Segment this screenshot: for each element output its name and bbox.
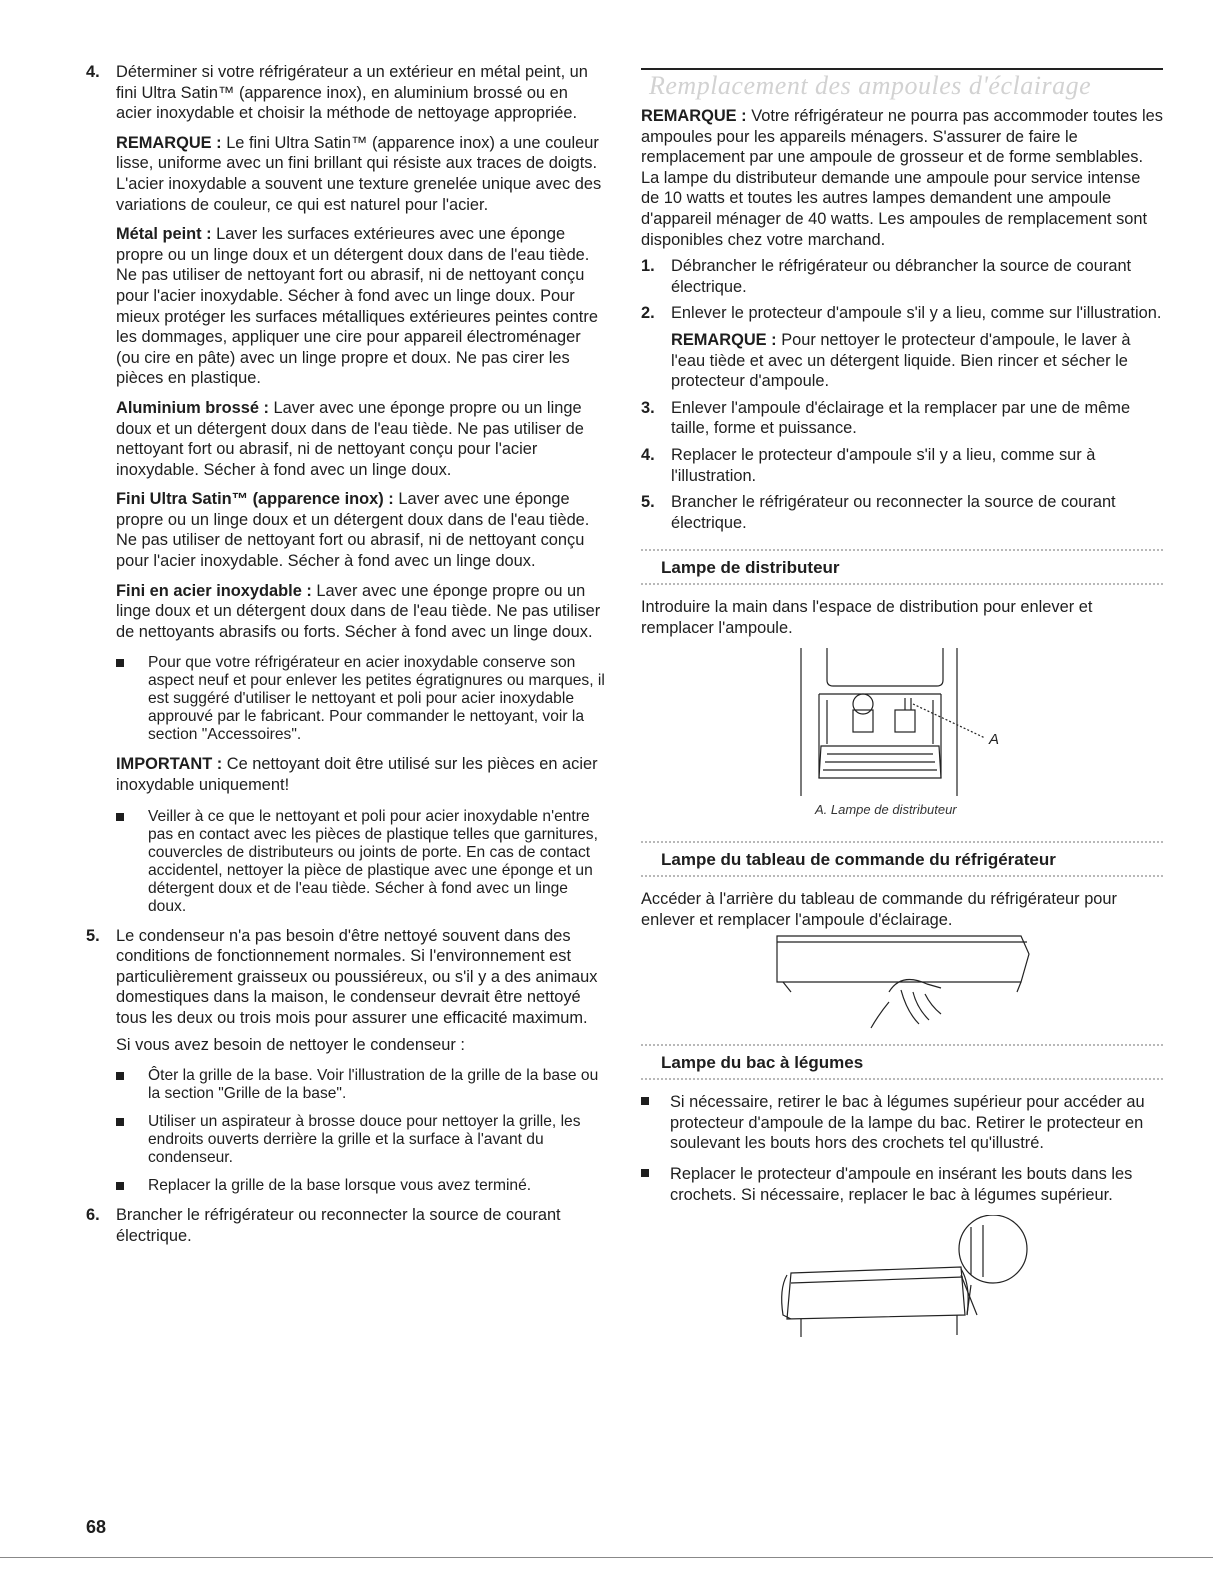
list-item: Veiller à ce que le nettoyant et poli pour acier inoxydable n'entre pas en contact avec les pièces de plastique telles que garnitures, couvercles de distributeurs ou joints de porte. En cas de contact accidentel, nettoyer la pièce de plastique avec une éponge et un détergent doux et de l'eau tiède. Sécher à fond avec un linge doux. <box>116 808 606 916</box>
satin-finish-text: Laver avec une éponge propre ou un linge doux et un détergent doux dans de l'eau tiède. Ne pas utiliser de nettoyant fort ou abrasif, ni de nettoyant conçu pour l'acier inoxydable. Sécher à fond avec un linge doux. <box>116 490 590 571</box>
intro-label: REMARQUE : <box>641 107 747 125</box>
bullet-list <box>116 1067 606 1195</box>
subheading-dispenser-light: Lampe de distributeur <box>641 549 1163 585</box>
step-4 <box>641 445 1163 486</box>
note-label: REMARQUE : <box>671 330 777 349</box>
important-label: IMPORTANT : <box>116 755 223 774</box>
step-text: Déterminer si votre réfrigérateur a un extérieur en métal peint, un fini Ultra Satin™ (apparence inox), en aluminium brossé ou en acier inoxydable et choisir la méthode de nettoyage appropriée. <box>116 63 588 123</box>
step-number: 5. <box>641 493 655 512</box>
stainless-paragraph <box>116 581 606 643</box>
control-panel-illustration <box>641 932 1163 1036</box>
list-item: Pour que votre réfrigérateur en acier inoxydable conserve son aspect neuf et pour enlever les petites égratignures ou marques, il est suggéré d'utiliser le nettoyant et poli pour acier inoxydable approuvé par le fabricant. Pour commander le nettoyant, voir la section "Accessoires". <box>116 654 606 744</box>
step-text: Enlever l'ampoule d'éclairage et la remplacer par une de même taille, forme et puissance. <box>671 398 1131 438</box>
control-panel-figure <box>641 932 1163 1036</box>
intro-paragraph <box>641 106 1163 250</box>
important-paragraph <box>116 754 606 795</box>
note-text: Pour nettoyer le protecteur d'ampoule, le laver à l'eau tiède et avec un détergent liquide. Bien rincer et sécher le protecteur d'ampoule. <box>671 330 1131 391</box>
brushed-aluminum-label: Aluminium brossé : <box>116 398 269 417</box>
step-number: 5. <box>86 926 100 945</box>
step-2 <box>641 303 1163 324</box>
step-6 <box>86 1205 606 1246</box>
page-number: 68 <box>86 1517 107 1537</box>
note-paragraph <box>671 330 1163 392</box>
step-5 <box>86 926 606 1029</box>
footer-rule <box>0 1557 1213 1558</box>
right-column <box>641 66 1163 1345</box>
step-text: Enlever le protecteur d'ampoule s'il y a lieu, comme sur l'illustration. <box>671 304 1162 323</box>
list-item: Si nécessaire, retirer le bac à légumes supérieur pour accéder au protecteur d'ampoule de la lampe du bac. Retirer le protecteur en soulevant les bouts hors des crochets tel qu'illustré. <box>641 1092 1163 1154</box>
bullet-list <box>116 654 606 744</box>
step-5 <box>641 492 1163 533</box>
step-4 <box>86 62 606 124</box>
left-column <box>86 62 606 1246</box>
step-number: 1. <box>641 257 655 276</box>
figure-letter: A <box>989 731 1000 749</box>
painted-metal-text: Laver les surfaces extérieures avec une éponge propre ou un linge doux et un détergent doux dans de l'eau tiède. Ne pas utiliser de nettoyant fort ou abrasif, ni de nettoyant conçu pour l'acier inoxydable. Sécher à fond avec un linge doux. Pour mieux protéger les surfaces métalliques extérieures peintes contre les dommages, appliquer une cire pour appareil électroménager (ou cire en pâte) avec un linge propre et doux. Ne pas cirer les pièces en plastique. <box>116 225 598 388</box>
note-paragraph <box>116 133 606 215</box>
step-number: 4. <box>86 63 100 81</box>
step-number: 6. <box>86 1206 100 1225</box>
bullet-list <box>116 808 606 916</box>
step-number: 2. <box>641 304 655 323</box>
dispenser-illustration <box>641 648 1163 798</box>
step-number: 3. <box>641 398 655 417</box>
stainless-text: Laver avec une éponge propre ou un linge doux et un détergent doux dans de l'eau tiède. Ne pas utiliser de nettoyants abrasifs ou forts. Sécher à fond avec un linge doux. <box>116 581 601 641</box>
condenser-intro: Si vous avez besoin de nettoyer le condenseur : <box>116 1035 465 1054</box>
list-item: Utiliser un aspirateur à brosse douce pour nettoyer la grille, les endroits ouverts derrière la grille et la surface à l'avant du condenseur. <box>116 1113 606 1167</box>
section-title: Remplacement des ampoules d'éclairage <box>649 71 1092 100</box>
dispenser-figure <box>641 648 1163 821</box>
step-text: Le condenseur n'a pas besoin d'être nettoyé souvent dans des conditions de fonctionnement normales. Si l'environnement est particulièrement graisseux ou poussiéreux, ou s'il y a des animaux domestiques dans la maison, le condenseur devrait être nettoyé tous les deux ou trois mois pour assurer une efficacité maximum. <box>116 926 598 1027</box>
brushed-aluminum-paragraph <box>116 398 606 480</box>
step-3 <box>641 398 1163 439</box>
figure-caption: A. Lampe de distributeur <box>815 802 957 818</box>
note-label: REMARQUE : <box>116 133 222 152</box>
crisper-figure <box>641 1215 1163 1345</box>
crisper-illustration <box>641 1215 1163 1345</box>
painted-metal-label: Métal peint : <box>116 225 212 244</box>
stainless-label: Fini en acier inoxydable : <box>116 581 312 600</box>
list-item: Replacer le protecteur d'ampoule en insérant les bouts dans les crochets. Si nécessaire, replacer le bac à légumes supérieur. <box>641 1164 1163 1205</box>
step-text: Débrancher le réfrigérateur ou débrancher la source de courant électrique. <box>671 257 1132 296</box>
brushed-aluminum-text: Laver avec une éponge propre ou un linge doux et un détergent doux dans de l'eau tiède. Ne pas utiliser de nettoyant fort ou abrasif, ni de nettoyant conçu pour l'acier inoxydable. Sécher à fond avec un linge doux. <box>116 398 584 479</box>
note-text: Le fini Ultra Satin™ (apparence inox) a une couleur lisse, uniforme avec un fini brillant qui résiste aux traces de doigts. L'acier inoxydable a souvent une texture grenelée unique avec des variations de couleur, ce qui est naturel pour l'acier. <box>116 133 602 214</box>
step-number: 4. <box>641 445 655 464</box>
step-text: Brancher le réfrigérateur ou reconnecter la source de courant électrique. <box>671 493 1116 532</box>
subheading-crisper-light: Lampe du bac à légumes <box>641 1044 1163 1080</box>
control-panel-text: Accéder à l'arrière du tableau de commande du réfrigérateur pour enlever et remplacer l'ampoule d'éclairage. <box>641 890 1117 929</box>
step-text: Replacer le protecteur d'ampoule s'il y a lieu, comme sur à l'illustration. <box>671 445 1096 485</box>
satin-finish-paragraph <box>116 489 606 571</box>
painted-metal-paragraph <box>116 224 606 389</box>
important-text: Ce nettoyant doit être utilisé sur les pièces en acier inoxydable uniquement! <box>116 755 598 795</box>
dispenser-text: Introduire la main dans l'espace de distribution pour enlever et remplacer l'ampoule. <box>641 598 1093 637</box>
intro-text: Votre réfrigérateur ne pourra pas accommoder toutes les ampoules pour les appareils ménagers. S'assurer de faire le remplacement par une ampoule de grosseur et de forme semblables. La lampe du distributeur demande une ampoule pour service intense de 10 watts et toutes les autres lampes demandent une ampoule d'appareil ménager de 40 watts. Les ampoules de remplacement sont disponibles chez votre marchand. <box>641 107 1163 249</box>
step-text: Brancher le réfrigérateur ou reconnecter la source de courant électrique. <box>116 1206 561 1245</box>
list-item: Replacer la grille de la base lorsque vous avez terminé. <box>116 1177 606 1195</box>
subheading-control-panel-light: Lampe du tableau de commande du réfrigérateur <box>641 841 1163 877</box>
list-item: Ôter la grille de la base. Voir l'illustration de la grille de la base ou la section "Grille de la base". <box>116 1067 606 1103</box>
bullet-list <box>641 1092 1163 1205</box>
satin-finish-label: Fini Ultra Satin™ (apparence inox) : <box>116 490 394 509</box>
step-1 <box>641 256 1163 297</box>
